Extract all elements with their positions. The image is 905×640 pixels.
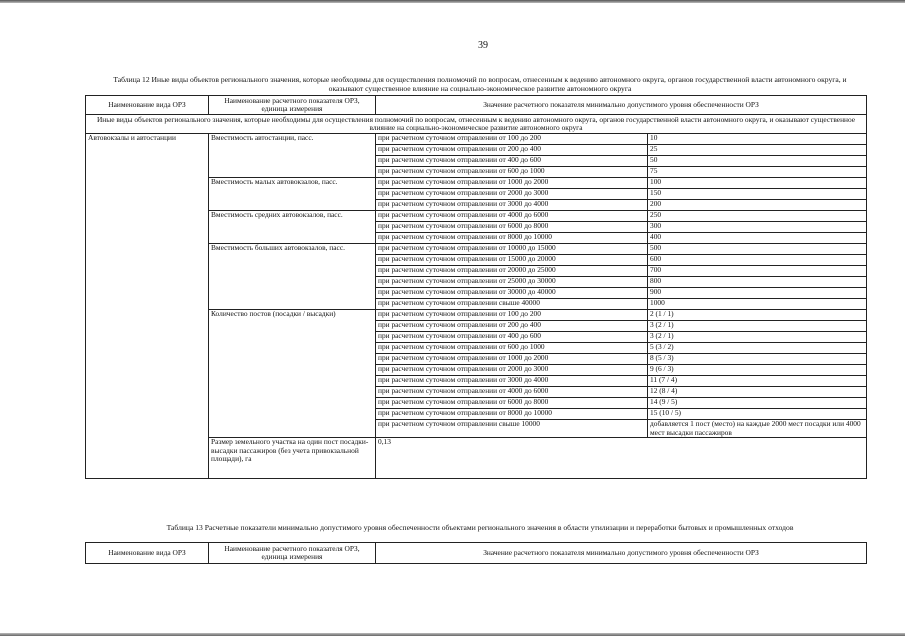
condition-cell: при расчетном суточном отправлении от 400 до 600 <box>376 332 648 343</box>
value-cell: 2 (1 / 1) <box>648 310 867 321</box>
value-cell: 10 <box>648 134 867 145</box>
value-cell: 250 <box>648 211 867 222</box>
condition-cell: при расчетном суточном отправлении от 20000 до 25000 <box>376 266 648 277</box>
value-cell: 5 (3 / 2) <box>648 343 867 354</box>
indicator-cell: Вместимость средних автовокзалов, пасс. <box>209 211 376 244</box>
condition-cell: при расчетном суточном отправлении от 100 до 200 <box>376 134 648 145</box>
value-cell: 0,13 <box>376 438 867 479</box>
condition-cell: при расчетном суточном отправлении от 4000 до 6000 <box>376 387 648 398</box>
value-cell: 150 <box>648 189 867 200</box>
value-cell: 3 (2 / 1) <box>648 321 867 332</box>
value-cell: 25 <box>648 145 867 156</box>
value-cell: 700 <box>648 266 867 277</box>
indicator-cell: Вместимость автостанции, пасс. <box>209 134 376 178</box>
table-12 <box>85 95 867 479</box>
value-cell: добавляется 1 пост (место) на каждые 2000 мест посадки или 4000 мест высадки пассажиров <box>648 420 867 438</box>
value-cell: 14 (9 / 5) <box>648 398 867 409</box>
value-cell: 3 (2 / 1) <box>648 332 867 343</box>
header-object-type: Наименование вида ОРЗ <box>86 543 209 564</box>
condition-cell: при расчетном суточном отправлении свыше 10000 <box>376 420 648 438</box>
value-cell: 1000 <box>648 299 867 310</box>
value-cell: 400 <box>648 233 867 244</box>
value-cell: 100 <box>648 178 867 189</box>
value-cell: 200 <box>648 200 867 211</box>
header-object-type: Наименование вида ОРЗ <box>86 96 209 115</box>
value-cell: 50 <box>648 156 867 167</box>
table-13 <box>85 542 867 564</box>
table-12-caption: Таблица 12 Иные виды объектов регионального значения, которые необходимы для осуществления полномочий по вопросам, отнесенным к ведению автономного округа, органов государственной власти автономного округа, и оказывают существенное влияние на социально-экономическое развитие автономного округа <box>113 75 847 93</box>
indicator-cell: Количество постов (посадки / высадки) <box>209 310 376 438</box>
condition-cell: при расчетном суточном отправлении от 8000 до 10000 <box>376 409 648 420</box>
scan-bottom-edge <box>0 633 905 636</box>
value-cell: 12 (8 / 4) <box>648 387 867 398</box>
condition-cell: при расчетном суточном отправлении от 6000 до 8000 <box>376 222 648 233</box>
page-number: 39 <box>478 40 488 51</box>
condition-cell: при расчетном суточном отправлении от 4000 до 6000 <box>376 211 648 222</box>
condition-cell: при расчетном суточном отправлении от 200 до 400 <box>376 321 648 332</box>
object-type-cell: Автовокзалы и автостанции <box>86 134 209 479</box>
condition-cell: при расчетном суточном отправлении от 8000 до 10000 <box>376 233 648 244</box>
condition-cell: при расчетном суточном отправлении от 25000 до 30000 <box>376 277 648 288</box>
value-cell: 8 (5 / 3) <box>648 354 867 365</box>
condition-cell: при расчетном суточном отправлении от 1000 до 2000 <box>376 354 648 365</box>
condition-cell: при расчетном суточном отправлении от 400 до 600 <box>376 156 648 167</box>
condition-cell: при расчетном суточном отправлении от 600 до 1000 <box>376 167 648 178</box>
header-value: Значение расчетного показателя минимально допустимого уровня обеспеченности ОРЗ <box>376 96 867 115</box>
table-row <box>86 134 867 145</box>
indicator-cell: Размер земельного участка на один пост посадки-высадки пассажиров (без учета привокзальной площади), га <box>209 438 376 479</box>
condition-cell: при расчетном суточном отправлении от 1000 до 2000 <box>376 178 648 189</box>
value-cell: 600 <box>648 255 867 266</box>
value-cell: 500 <box>648 244 867 255</box>
condition-cell: при расчетном суточном отправлении от 2000 до 3000 <box>376 189 648 200</box>
value-cell: 800 <box>648 277 867 288</box>
value-cell: 11 (7 / 4) <box>648 376 867 387</box>
condition-cell: при расчетном суточном отправлении от 3000 до 4000 <box>376 200 648 211</box>
header-indicator: Наименование расчетного показателя ОРЗ, единица измерения <box>209 96 376 115</box>
value-cell: 300 <box>648 222 867 233</box>
condition-cell: при расчетном суточном отправлении от 600 до 1000 <box>376 343 648 354</box>
condition-cell: при расчетном суточном отправлении от 6000 до 8000 <box>376 398 648 409</box>
value-cell: 75 <box>648 167 867 178</box>
table-header-row <box>86 96 867 115</box>
condition-cell: при расчетном суточном отправлении от 10000 до 15000 <box>376 244 648 255</box>
scan-top-edge <box>0 0 905 3</box>
condition-cell: при расчетном суточном отправлении от 15000 до 20000 <box>376 255 648 266</box>
condition-cell: при расчетном суточном отправлении свыше 40000 <box>376 299 648 310</box>
indicator-cell: Вместимость малых автовокзалов, пасс. <box>209 178 376 211</box>
condition-cell: при расчетном суточном отправлении от 3000 до 4000 <box>376 376 648 387</box>
header-value: Значение расчетного показателя минимально допустимого уровня обеспеченности ОРЗ <box>376 543 867 564</box>
condition-cell: при расчетном суточном отправлении от 100 до 200 <box>376 310 648 321</box>
condition-cell: при расчетном суточном отправлении от 30000 до 40000 <box>376 288 648 299</box>
table-header-row <box>86 543 867 564</box>
value-cell: 9 (6 / 3) <box>648 365 867 376</box>
indicator-cell: Вместимость больших автовокзалов, пасс. <box>209 244 376 310</box>
value-cell: 900 <box>648 288 867 299</box>
value-cell: 15 (10 / 5) <box>648 409 867 420</box>
header-indicator: Наименование расчетного показателя ОРЗ, единица измерения <box>209 543 376 564</box>
section-row <box>86 115 867 134</box>
condition-cell: при расчетном суточном отправлении от 2000 до 3000 <box>376 365 648 376</box>
section-title: Иные виды объектов регионального значения, которые необходимы для осуществления полномочий по вопросам, отнесенным к ведению автономного округа, органов государственной власти автономного округа, и оказывают существенное влияние на социально-экономическое развитие автономного округа <box>86 115 867 134</box>
condition-cell: при расчетном суточном отправлении от 200 до 400 <box>376 145 648 156</box>
table-13-caption: Таблица 13 Расчетные показатели минимально допустимого уровня обеспеченности объектами регионального значения в области утилизации и переработки бытовых и промышленных отходов <box>166 523 794 532</box>
